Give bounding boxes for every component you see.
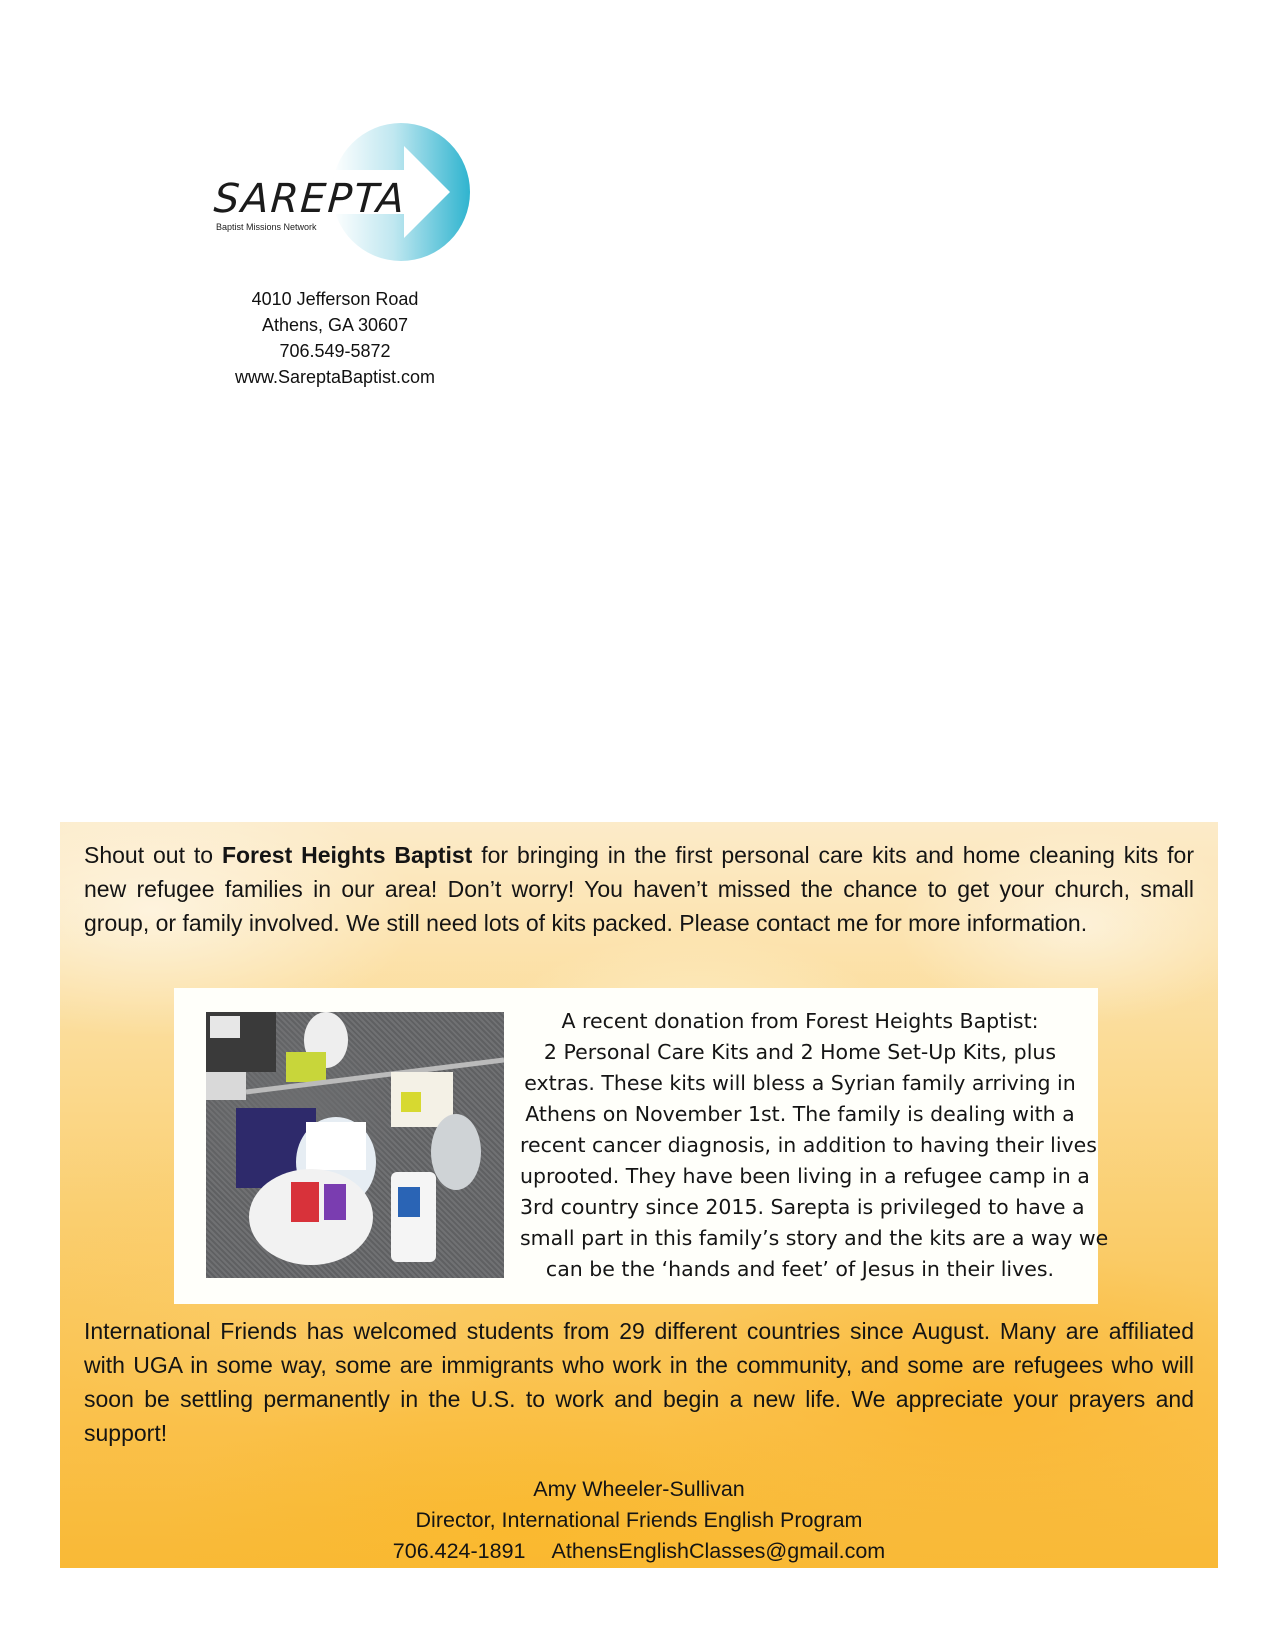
donation-kits-image xyxy=(206,1012,504,1278)
sarepta-logo xyxy=(214,122,474,272)
donation-callout xyxy=(174,988,1109,1304)
para1-end: for bringing in the first personal care kits and home cleaning kits for new refugee families in our area! Don’t worry! You haven’t missed the chance to get your church, small group, or family involved. We still need lots of kits packed. Please contact me for more information. xyxy=(84,842,1194,936)
caption-line: small part in this family’s story and the kits are a way we xyxy=(520,1226,1109,1250)
address-block xyxy=(200,286,470,390)
donation-photo xyxy=(206,1012,504,1278)
para1-start: Shout out to xyxy=(84,842,222,868)
logo-tagline: Baptist Missions Network xyxy=(216,222,317,232)
caption-line: 2 Personal Care Kits and 2 Home Set-Up Kits, plus xyxy=(543,1040,1057,1064)
logo-wordmark: SAREPTA xyxy=(212,176,408,222)
signature-title: Director, International Friends English Program xyxy=(415,1508,863,1532)
caption-line: can be the ‘hands and feet’ of Jesus in their lives. xyxy=(545,1257,1055,1281)
address-website: www.SareptaBaptist.com xyxy=(234,367,436,387)
newsletter-panel xyxy=(60,822,1218,1568)
signature-phone: 706.424-1891 xyxy=(392,1539,526,1563)
address-phone: 706.549-5872 xyxy=(279,341,391,361)
caption-line: uprooted. They have been living in a refugee camp in a xyxy=(520,1164,1090,1188)
signature-contact xyxy=(60,1536,1218,1567)
church-name: Forest Heights Baptist xyxy=(221,842,473,868)
address-street: 4010 Jefferson Road xyxy=(251,289,419,309)
shout-out-paragraph xyxy=(84,838,1194,940)
caption-line: recent cancer diagnosis, in addition to having their lives xyxy=(520,1133,1097,1157)
caption-line: Athens on November 1st. The family is dealing with a xyxy=(525,1102,1075,1126)
donation-caption xyxy=(520,1006,1109,1285)
international-friends-paragraph: International Friends has welcomed students from 29 different countries since August. Many are affiliated with UGA in some way, some are immigrants who work in the community, and some are refugees who will soon be settling permanently in the U.S. to work and begin a new life. We appreciate your prayers and support! xyxy=(84,1318,1194,1446)
caption-line: extras. These kits will bless a Syrian family arriving in xyxy=(524,1071,1076,1095)
signature-name: Amy Wheeler-Sullivan xyxy=(533,1477,745,1501)
signature-block xyxy=(60,1474,1218,1567)
address-city: Athens, GA 30607 xyxy=(261,315,409,335)
caption-line: 3rd country since 2015. Sarepta is privileged to have a xyxy=(520,1195,1085,1219)
caption-line: A recent donation from Forest Heights Baptist: xyxy=(561,1009,1039,1033)
signature-email[interactable]: AthensEnglishClasses@gmail.com xyxy=(551,1539,886,1563)
